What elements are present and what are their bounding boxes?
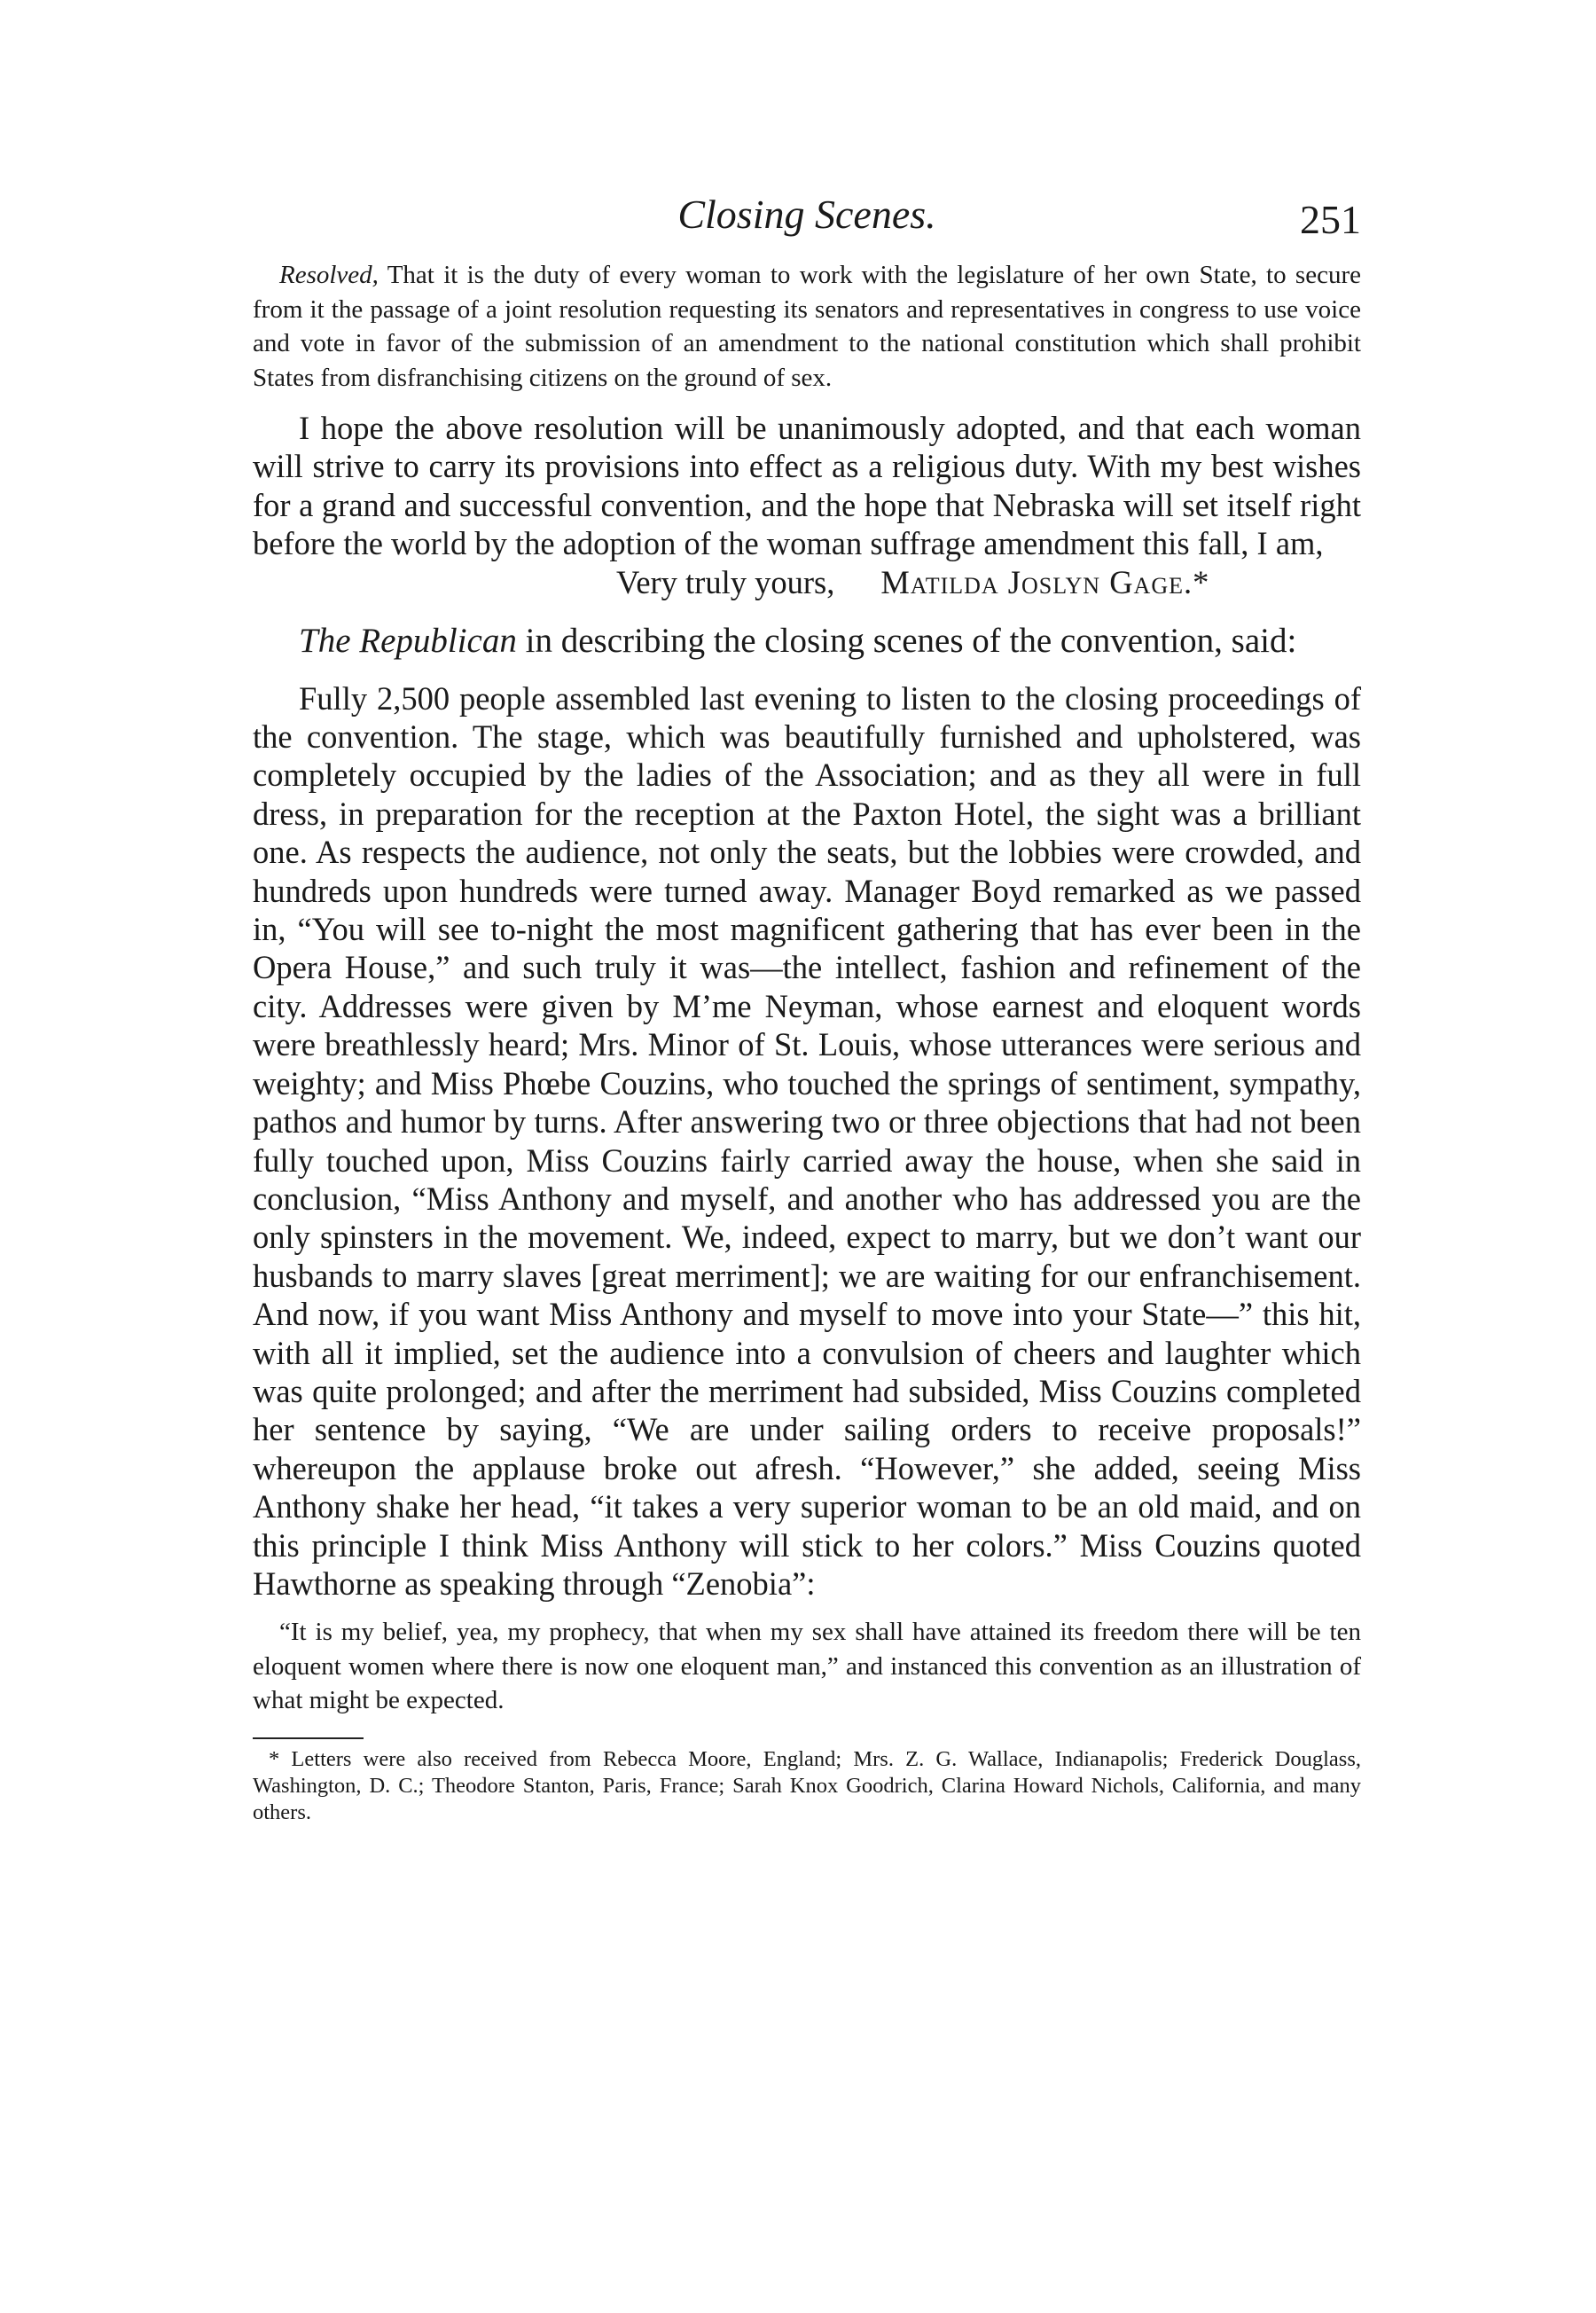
zenobia-quote: “It is my belief, yea, my prophecy, that when my sex shall have attained its freedom there will be ten eloquent women where there is now one eloquent man,” and instanced this convention as an illustration of what might be expected. bbox=[253, 1618, 1361, 1715]
publication-name: The Republican bbox=[299, 621, 517, 660]
resolution-paragraph bbox=[253, 258, 1361, 395]
resolution-label: Resolved, bbox=[279, 261, 379, 289]
page-number: 251 bbox=[1300, 197, 1361, 242]
intro-text: in describing the closing scenes of the convention, said: bbox=[516, 621, 1297, 660]
footnote-divider bbox=[253, 1737, 364, 1739]
resolution-text: That it is the duty of every woman to work with the legislature of her own State, to secure from it the passage of a joint resolution requesting its senators and representatives in congress to use voice and vote in favor of the submission of an amendment to the national constitution which shall prohibit States from disfranchising citizens on the ground of sex. bbox=[253, 261, 1361, 392]
running-title: Closing Scenes. bbox=[677, 192, 936, 237]
signature: Matilda Joslyn Gage.* bbox=[880, 563, 1210, 600]
closing-phrase: Very truly yours, bbox=[616, 563, 835, 600]
report-paragraph: Fully 2,500 people assembled last evening to listen to the closing proceedings of the convention. The stage, which was beautifully furnished and upholstered, was completely occupied by the ladies of the Association; and as they all were in full dress, in preparation for the reception at the Paxton Hotel, the sight was a brilliant one. As respects the audience, not only the seats, but the lobbies were crowded, and hundreds upon hundreds were turned away. Manager Boyd remarked as we passed in, “You will see to-night the most magnificent gathering that has ever been in the Opera House,” and such truly it was—the intellect, fashion and refinement of the city. Addresses were given by M’me Neyman, whose earnest and eloquent words were breathlessly heard; Mrs. Minor of St. Louis, whose utterances were serious and weighty; and Miss Phœbe Couzins, who touched the springs of sentiment, sympathy, pathos and humor by turns. After answering two or three objections that had not been fully touched upon, Miss Couzins fairly carried away the house, when she said in conclusion, “Miss Anthony and myself, and another who has addressed you are the only spinsters in the movement. We, indeed, expect to marry, but we don’t want our husbands to marry slaves [great merriment]; we are waiting for our enfranchisement. And now, if you want Miss Anthony and myself to move into your State—” this hit, with all it implied, set the audience into a convulsion of cheers and laughter which was quite prolonged; and after the merriment had subsided, Miss Couzins completed her sentence by saying, “We are under sailing orders to receive proposals!” whereupon the applause broke out afresh. “However,” she added, seeing Miss Anthony shake her head, “it takes a very superior woman to be an old maid, and on this principle I think Miss Anthony will stick to her colors.” Miss Couzins quoted Hawthorne as speaking through “Zenobia”: bbox=[253, 679, 1361, 1602]
footnote: * Letters were also received from Rebecca Moore, England; Mrs. Z. G. Wallace, Indianapolis; Frederick Douglass, Washington, D. C.; Theodore Stanton, Paris, France; Sarah Knox Goodrich, Clarina Howard Nichols, California, and many others. bbox=[253, 1746, 1361, 1824]
letter-closing bbox=[253, 563, 1361, 601]
intro-paragraph bbox=[253, 621, 1361, 662]
page-header bbox=[253, 191, 1361, 253]
letter-paragraph: I hope the above resolution will be unanimously adopted, and that each woman will strive to carry its provisions into effect as a religious duty. With my best wishes for a grand and successful convention, and the hope that Nebraska will set itself right before the world by the adoption of the woman suffrage amendment this fall, I am, bbox=[253, 410, 1361, 562]
book-page bbox=[253, 191, 1361, 1826]
